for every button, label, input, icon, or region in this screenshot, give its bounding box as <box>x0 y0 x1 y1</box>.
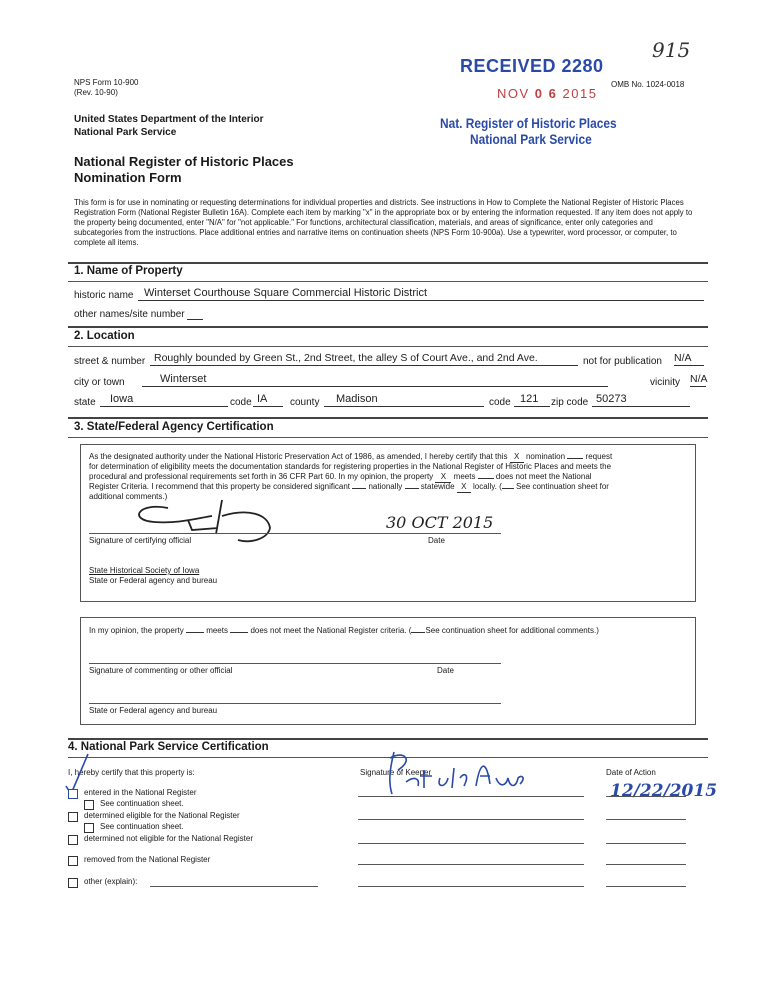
agency2-line <box>89 703 501 704</box>
action-line-2 <box>606 819 686 820</box>
section2-heading-rule <box>68 346 708 347</box>
other-names-field[interactable] <box>187 306 203 320</box>
cert-line1-text: As the designated authority under the National Historic Preservation Act of 1986, as amended, I hereby certify that this <box>89 452 508 461</box>
stamp-day: 0 6 <box>534 86 558 101</box>
agency-value: State Historical Society of Iowa <box>89 566 200 575</box>
street-field[interactable]: Roughly bounded by Green St., 2nd Street, the alley S of Court Ave., and 2nd Ave. <box>150 352 578 366</box>
action-line-4 <box>606 864 686 865</box>
nationally-mark[interactable] <box>352 488 366 489</box>
meets-mark[interactable]: X <box>435 472 451 483</box>
form-title-line2: Nomination Form <box>74 170 182 185</box>
section4-heading: 4. National Park Service Certification <box>68 741 269 753</box>
cert-line2: for determination of eligibility meets the documentation standards for registering properties in the National Register of Historic Places and meets the <box>89 462 612 471</box>
statewide-mark[interactable] <box>405 488 419 489</box>
agency-label: State or Federal agency and bureau <box>89 576 218 585</box>
does-not-meet-word: does not meet the National <box>495 472 592 481</box>
historic-name-field[interactable]: Winterset Courthouse Square Commercial Historic District <box>138 287 704 301</box>
county-label: county <box>290 397 320 408</box>
removed-label: removed from the National Register <box>84 855 211 864</box>
action-line-1 <box>606 796 686 797</box>
entered-continuation-checkbox[interactable] <box>84 800 94 810</box>
not-eligible-label: determined not eligible for the National Register <box>84 834 253 843</box>
other-checkbox[interactable] <box>68 878 78 888</box>
section4-top-rule <box>68 738 708 740</box>
form-revision: (Rev. 10-90) <box>74 88 118 97</box>
stamp-month: NOV <box>497 86 530 101</box>
opinion-continuation-text: See continuation sheet for additional comments.) <box>425 626 599 635</box>
keeper-line-1 <box>358 796 584 797</box>
other-names-label: other names/site number <box>74 309 185 320</box>
cert-line5: additional comments.) <box>89 492 168 501</box>
keeper-line-3 <box>358 843 584 844</box>
not-eligible-checkbox[interactable] <box>68 835 78 845</box>
commenting-signature-label: Signature of commenting or other official <box>89 666 233 675</box>
nationally-word: nationally <box>368 482 403 491</box>
section1-heading: 1. Name of Property <box>74 265 183 277</box>
other-explain-line[interactable] <box>150 886 318 887</box>
opinion-meets-word: meets <box>206 626 228 635</box>
street-label: street & number <box>74 356 146 367</box>
opinion-continuation-mark[interactable] <box>411 632 425 633</box>
state-code-label: code <box>230 397 252 408</box>
action-line-3 <box>606 843 686 844</box>
removed-checkbox[interactable] <box>68 856 78 866</box>
not-for-publication-label: not for publication <box>583 356 662 367</box>
county-field[interactable]: Madison <box>324 393 484 407</box>
stamp-register-line: Nat. Register of Historic Places <box>440 115 617 131</box>
statewide-word: statewide <box>420 482 455 491</box>
section3-heading: 3. State/Federal Agency Certification <box>74 421 274 433</box>
received-stamp: RECEIVED 2280 <box>460 56 604 76</box>
nomination-word: nomination <box>525 452 566 461</box>
county-code-field[interactable]: 121 <box>514 393 550 407</box>
agency2-label: State or Federal agency and bureau <box>89 706 218 715</box>
continuation-mark[interactable] <box>502 488 514 489</box>
section1-heading-rule <box>68 281 708 282</box>
eligible-checkbox[interactable] <box>68 812 78 822</box>
department-name: United States Department of the Interior <box>74 114 264 125</box>
instructions-paragraph: This form is for use in nominating or requesting determinations for individual properties and districts. See instructions in How to Complete the National Register of Historic Places Registration Form (National Register Bulletin 16A). Complete each item by marking "x" in the appropriate box or by entering the information requested. If any item does not apply to the property being documented, enter "N/A" for "not applicable." For functions, architectural classification, materials, and areas of significance, enter only categories and subcategories from the instructions. Place additional entries and narrative items on continuation sheets (NPS Form 10-900a). Use a typewriter, word processor, or computer, to complete all items. <box>74 198 693 247</box>
opinion-line <box>89 626 599 636</box>
vicinity-label: vicinity <box>650 377 681 388</box>
received-date-stamp <box>497 86 597 101</box>
commenting-date-label: Date <box>437 666 454 675</box>
opinion-meets-mark[interactable] <box>186 632 204 633</box>
locally-mark[interactable]: X <box>457 482 471 493</box>
does-not-meet-mark[interactable] <box>478 478 494 479</box>
keeper-line-5 <box>358 886 584 887</box>
eligible-continuation-label: See continuation sheet. <box>100 822 184 831</box>
section2-top-rule <box>68 326 708 328</box>
eligible-continuation-checkbox[interactable] <box>84 823 94 833</box>
certifying-date-label: Date <box>428 536 445 545</box>
keeper-line-2 <box>358 819 584 820</box>
omb-number: OMB No. 1024-0018 <box>611 80 685 89</box>
section1-top-rule <box>68 262 708 264</box>
state-code-field[interactable]: IA <box>253 393 283 407</box>
certifying-date-value: 30 OCT 2015 <box>386 513 494 532</box>
nps-certify-intro: I, hereby certify that this property is: <box>68 768 195 777</box>
entered-label: entered in the National Register <box>84 788 197 797</box>
opinion-not-meet-mark[interactable] <box>230 632 248 633</box>
opinion-not-meet-text: does not meet the National Register criteria. ( <box>250 626 412 635</box>
state-label: state <box>74 397 96 408</box>
date-of-action-label: Date of Action <box>606 768 656 777</box>
form-title-line1: National Register of Historic Places <box>74 154 294 169</box>
keeper-label: Signature of Keeper <box>360 768 432 777</box>
historic-name-label: historic name <box>74 290 134 301</box>
continuation-text: See continuation sheet for <box>516 482 609 491</box>
city-field[interactable]: Winterset <box>142 373 608 387</box>
handwritten-number: 915 <box>652 38 691 62</box>
county-code-label: code <box>489 397 511 408</box>
request-word: request <box>585 452 613 461</box>
city-label: city or town <box>74 377 125 388</box>
keeper-line-4 <box>358 864 584 865</box>
other-label: other (explain): <box>84 877 138 886</box>
service-name: National Park Service <box>74 127 177 138</box>
meets-word: meets <box>453 472 476 481</box>
certifying-signature-line <box>89 533 501 534</box>
section3-top-rule <box>68 417 708 419</box>
state-field[interactable]: Iowa <box>100 393 228 407</box>
keeper-signature <box>380 748 530 798</box>
zip-code-label: zip code <box>551 397 589 408</box>
request-mark[interactable] <box>567 458 583 459</box>
action-line-5 <box>606 886 686 887</box>
section3-heading-rule <box>68 437 708 438</box>
locally-word: locally. ( <box>473 482 502 491</box>
stamp-year: 2015 <box>562 86 598 101</box>
vicinity-field[interactable]: N/A <box>690 373 708 385</box>
entered-checkbox[interactable] <box>68 789 78 799</box>
not-for-publication-field[interactable]: N/A <box>674 352 704 366</box>
eligible-label: determined eligible for the National Register <box>84 811 240 820</box>
nomination-mark[interactable]: X <box>510 452 524 463</box>
entered-continuation-label: See continuation sheet. <box>100 799 184 808</box>
commenting-signature-line <box>89 663 501 664</box>
section2-heading: 2. Location <box>74 330 135 342</box>
zip-code-field[interactable]: 50273 <box>592 393 690 407</box>
certifying-signature-label: Signature of certifying official <box>89 536 192 545</box>
cert-line4-text: Register Criteria. I recommend that this property be considered significant <box>89 482 351 491</box>
opinion-text: In my opinion, the property <box>89 626 184 635</box>
date-of-action-value: 12/22/2015 <box>610 781 718 801</box>
form-number: NPS Form 10-900 <box>74 78 139 87</box>
stamp-service-line: National Park Service <box>470 131 592 147</box>
cert-line3-text: procedural and professional requirements set forth in 36 CFR Part 60. In my opinion, the property <box>89 472 434 481</box>
